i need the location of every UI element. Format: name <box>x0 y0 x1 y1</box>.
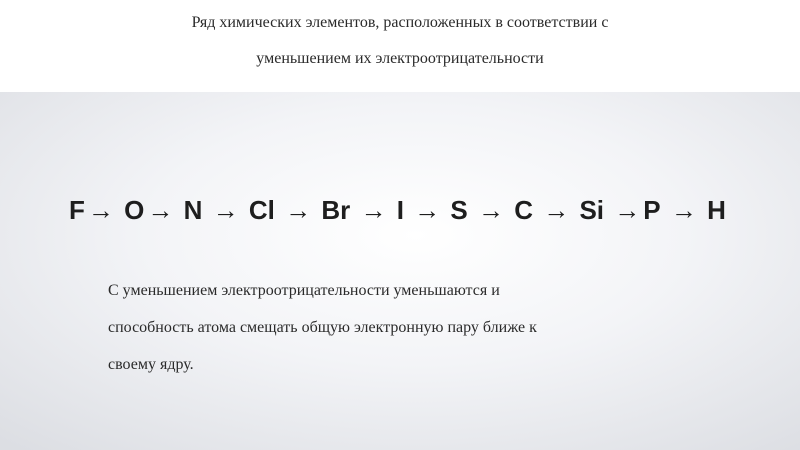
slide-header <box>0 0 800 92</box>
arrow-icon: → <box>614 195 641 225</box>
slide-title-line-2: уменьшением их электроотрицательности <box>256 50 544 67</box>
element-symbol: F <box>69 195 85 225</box>
element-symbol: I <box>396 195 404 225</box>
element-symbol: S <box>450 195 468 225</box>
arrow-icon: → <box>147 195 174 225</box>
arrow-icon: → <box>212 195 239 225</box>
series-row <box>69 195 726 226</box>
paragraph-line-2: способность атома смещать общую электронную пару ближе к <box>108 319 537 336</box>
element-symbol: C <box>514 195 533 225</box>
element-symbol: Br <box>321 195 351 225</box>
arrow-icon: → <box>87 195 114 225</box>
arrow-icon: → <box>414 195 441 225</box>
slide-body <box>0 92 800 450</box>
element-symbol: O <box>124 195 145 225</box>
paragraph-line-1: С уменьшением электроотрицательности уменьшаются и <box>108 282 500 299</box>
arrow-icon: → <box>360 195 387 225</box>
element-symbol: Si <box>579 195 605 225</box>
element-symbol: P <box>643 195 661 225</box>
arrow-icon: → <box>285 195 312 225</box>
slide-title-line-1: Ряд химических элементов, расположенных в соответствии с <box>191 14 609 31</box>
element-symbol: H <box>707 195 726 225</box>
arrow-icon: → <box>477 195 504 225</box>
element-symbol: Cl <box>248 195 275 225</box>
arrow-icon: → <box>670 195 697 225</box>
arrow-icon: → <box>543 195 570 225</box>
element-symbol: N <box>183 195 203 225</box>
paragraph-line-3: своему ядру. <box>108 356 194 373</box>
